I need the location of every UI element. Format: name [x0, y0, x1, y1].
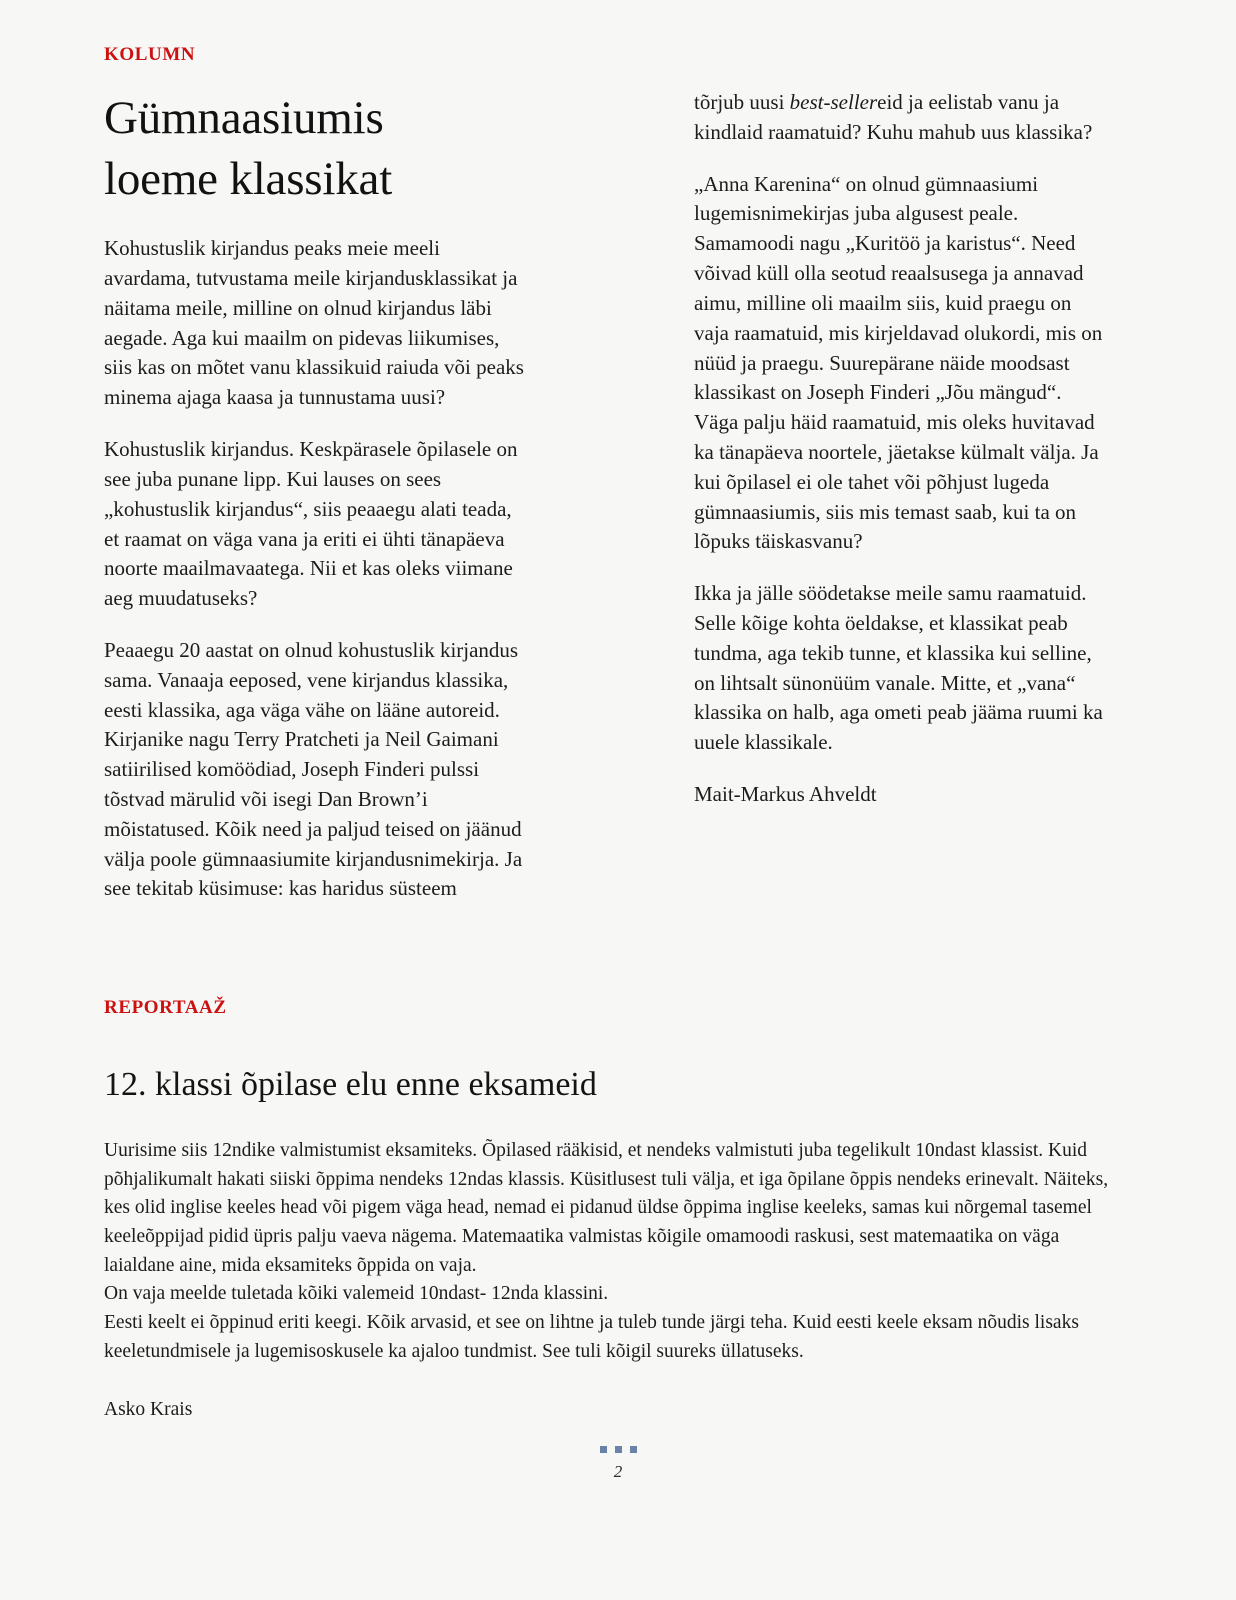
- kolumn-paragraph: Kohustuslik kirjandus. Keskpärasele õpilasele on see juba punane lipp. Kui lauses on sees „kohustuslik kirjandus“, siis peaaegu alati teada, et raamat on väga vana ja eriti ei ühti tänapäeva noorte maailmavaatega. Nii et kas oleks viimane aeg muudatuseks?: [104, 437, 518, 611]
- page-number: 2: [613, 1462, 623, 1481]
- footer-dot-icon: [630, 1446, 637, 1453]
- paragraph-prefix: tõrjub uusi: [694, 90, 790, 114]
- reportaaz-paragraph: On vaja meelde tuletada kõiki valemeid 10ndast- 12nda klassini.: [104, 1283, 609, 1305]
- reportaaz-paragraph: Uurisime siis 12ndike valmistumist eksamiteks. Õpilased rääkisid, et nendeks valmistuti juba tegelikult 10ndast klassist. Kuid põhjalikumalt hakati siiski õppima nendeks 12ndas klassis. Küsitlusest tuli välja, et iga õpilane õppis nendeks erinevalt. Näiteks, kes olid inglise keeles head või pigem väga head, nemad ei pidanud üldse õppima inglise keeleks, samas kui nõrgemal tasemel keeleõppijad pidid üpris palju vaeva nägema. Matemaatika valmistas kõigile omamoodi raskusi, sest matemaatika on väga laialdane aine, mida eksamiteks õppida on vaja.: [104, 1140, 1109, 1276]
- paragraph-suffix: eid ja eelistab vanu ja kindlaid raamatuid? Kuhu mahub uus klassika?: [694, 90, 1093, 144]
- kolumn-byline: Mait-Markus Ahveldt: [694, 782, 877, 807]
- kolumn-paragraph: „Anna Karenina“ on olnud gümnaasiumi lugemisnimekirjas juba algusest peale. Samamoodi nagu „Kuritöö ja karistus“. Need võivad küll olla seotud reaalsusega ja annavad aimu, milline oli maailm siis, kuid praegu on vaja raamatuid, mis kirjeldavad olukordi, mis on nüüd ja praegu. Suurepärane näide moodsast klassikast on Joseph Finderi „Jõu mängud“. Väga palju häid raamatuid, mis oleks huvitavad ka tänapäeva noortele, jäetakse külmalt välja. Ja kui õpilasel ei ole tahet või põhjust lugeda gümnaasiumis, siis mis temast saab, kui ta on lõpuks täiskasvanu?: [694, 171, 1103, 554]
- page-footer: [0, 1440, 1236, 1480]
- reportaaz-byline: Asko Krais: [104, 1399, 193, 1421]
- reportaaz-body: [104, 1137, 1114, 1425]
- kolumn-paragraph: Peaaegu 20 aastat on olnud kohustuslik kirjandus sama. Vanaaja eeposed, vene kirjandus klassika, eesti klassika, aga väga vähe on lääne autoreid. Kirjanike nagu Terry Pratcheti ja Neil Gaimani satiirilised komöödiad, Joseph Finderi pulssi tõstvad märulid või isegi Dan Brown’i mõistatused. Kõik need ja paljud teised on jäänud välja poole gümnaasiumite kirjandusnimekirja. Ja see tekitab küsimuse: kas haridus süsteem: [104, 637, 523, 901]
- footer-dot-icon: [615, 1446, 622, 1453]
- article-headline: [104, 88, 524, 210]
- kolumn-left-column: [104, 88, 524, 904]
- footer-dot-icon: [600, 1446, 607, 1453]
- reportaaz-paragraph: Eesti keelt ei õppinud eriti keegi. Kõik arvasid, et see on lihtne ja tuleb tunde järgi teha. Kuid eesti keele eksam nõudis lisaks keeletundmisele ja lugemisoskusele ka ajaloo tundmist. See tuli kõigil suureks üllatuseks.: [104, 1311, 1079, 1362]
- section-kicker-kolumn: KOLUMN: [104, 44, 196, 65]
- reportaaz-title: 12. klassi õpilase elu enne eksameid: [104, 1066, 597, 1103]
- footer-dots-ornament: [596, 1446, 641, 1453]
- headline-line-2: loeme klassikat: [104, 153, 393, 206]
- kolumn-paragraph: Ikka ja jälle söödetakse meile samu raamatuid. Selle kõige kohta öeldakse, et klassikat peab tundma, aga tekib tunne, et klassika kui selline, on lihtsalt sünonüüm vanale. Mitte, et „vana“ klassika on halb, aga ometi peab jääma ruumi ka uuele klassikale.: [694, 581, 1103, 755]
- kolumn-paragraph-continued: [694, 88, 1104, 148]
- kolumn-paragraph: Kohustuslik kirjandus peaks meie meeli avardama, tutvustama meile kirjandusklassikat ja näitama meile, milline on olnud kirjandus läbi aegade. Aga kui maailm on pidevas liikumises, siis kas on mõtet vanu klassikuid raiuda või peaks minema ajaga kaasa ja tunnustama uusi?: [104, 236, 524, 410]
- kolumn-right-column: [694, 88, 1104, 810]
- headline-line-1: Gümnaasiumis: [104, 92, 384, 144]
- best-seller-italic: best-seller: [789, 90, 878, 114]
- section-kicker-reportaaz: REPORTAAŽ: [104, 997, 227, 1018]
